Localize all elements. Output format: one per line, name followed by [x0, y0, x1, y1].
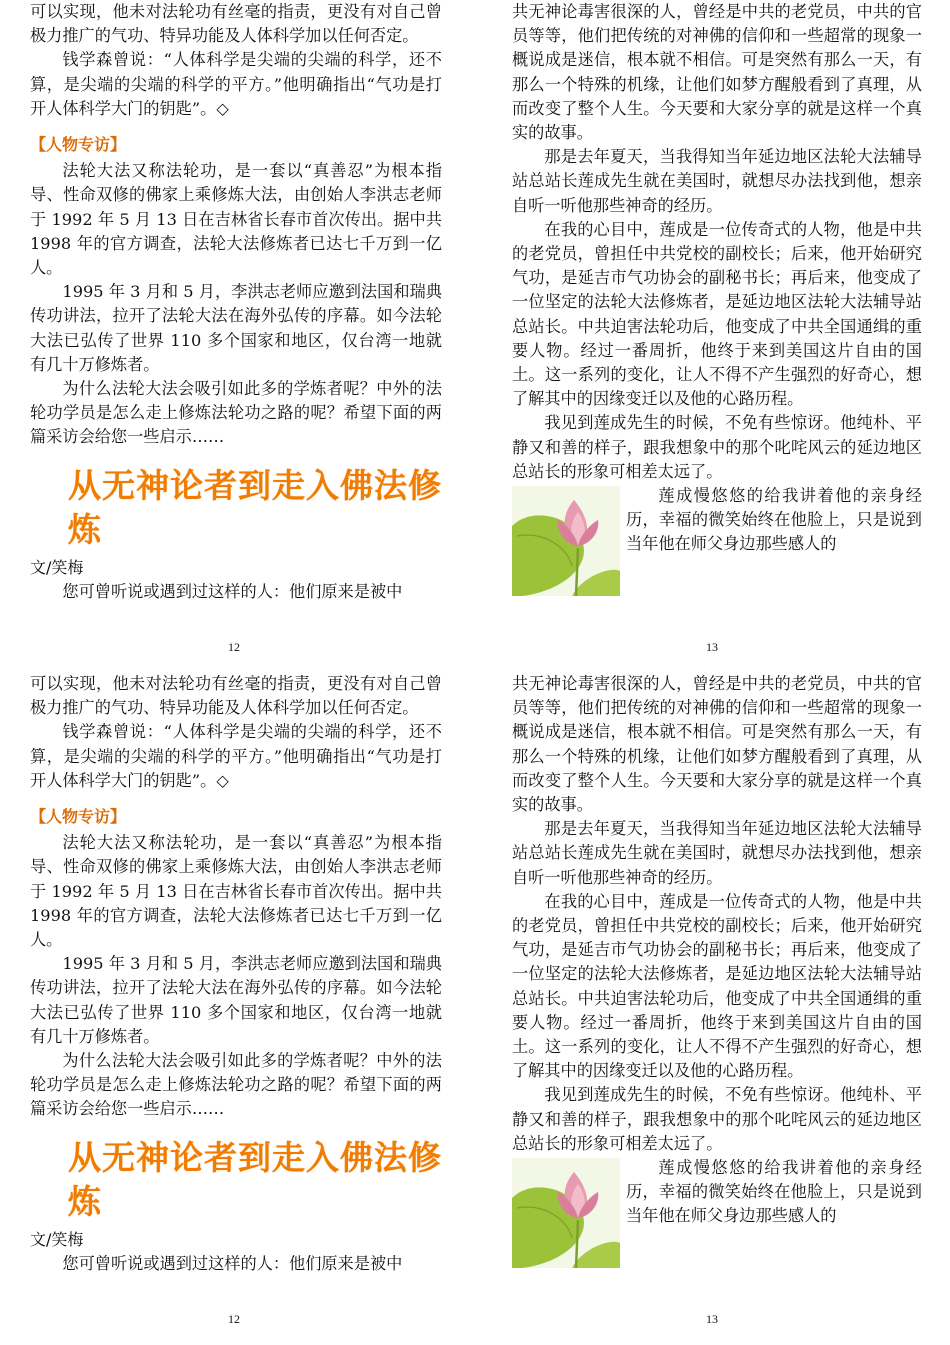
- lotus-flower-icon: [512, 1158, 620, 1268]
- page-12-column: [30, 0, 442, 604]
- page-number: 13: [706, 640, 718, 654]
- paragraph: 法轮大法又称法轮功，是一套以“真善忍”为根本指导、性命双修的佛家上乘修炼大法，由创始人李洪志老师于 1992 年 5 月 13 日在吉林省长春市首次传出。据中共 1998 年的官方调查，法轮大法修炼者已达七千万到一亿人。: [30, 833, 442, 950]
- paragraph: 莲成慢悠悠的给我讲着他的亲身经历，幸福的微笑始终在他脸上，只是说到当年他在师父身边那些感人的: [626, 486, 922, 554]
- paragraph: 钱学森曾说：“人体科学是尖端的尖端的科学，还不算，是尖端的尖端的科学的平方。”他明确指出“气功是打开人体科学大门的钥匙”。◇: [30, 722, 442, 790]
- section-label: 【人物专访】: [30, 135, 127, 155]
- paragraph: 我见到莲成先生的时候，不免有些惊讶。他纯朴、平静又和善的样子，跟我想象中的那个叱咤风云的延边地区总站长的形象可相差太远了。: [512, 413, 922, 481]
- paragraph: 我见到莲成先生的时候，不免有些惊讶。他纯朴、平静又和善的样子，跟我想象中的那个叱咤风云的延边地区总站长的形象可相差太远了。: [512, 1085, 922, 1153]
- paragraph: 可以实现，他未对法轮功有丝毫的指责，更没有对自己曾极力推广的气功、特异功能及人体科学加以任何否定。: [30, 674, 442, 718]
- spread-1: [0, 0, 950, 672]
- page-number: 12: [228, 1312, 240, 1326]
- paragraph: 为什么法轮大法会吸引如此多的学炼者呢？中外的法轮功学员是怎么走上修炼法轮功之路的呢？希望下面的两篇采访会给您一些启示……: [30, 379, 442, 447]
- section-label: 【人物专访】: [30, 807, 127, 827]
- page-12-column: [30, 672, 442, 1276]
- article-title: 从无神论者到走入佛法修炼: [68, 1137, 442, 1221]
- byline: 文/笑梅: [30, 557, 84, 577]
- paragraph: 可以实现，他未对法轮功有丝毫的指责，更没有对自己曾极力推广的气功、特异功能及人体科学加以任何否定。: [30, 2, 442, 46]
- paragraph: 您可曾听说或遇到过这样的人：他们原来是被中: [62, 1253, 403, 1273]
- byline: 文/笑梅: [30, 1229, 84, 1249]
- paragraph: 共无神论毒害很深的人，曾经是中共的老党员，中共的官员等等，他们把传统的对神佛的信仰和一些超常的现象一概说成是迷信，根本就不相信。可是突然有那么一天，有那么一个特殊的机缘，让他们如梦方醒般看到了真理，从而改变了整个人生。今天要和大家分享的就是这样一个真实的故事。: [512, 2, 922, 143]
- paragraph: 莲成慢悠悠的给我讲着他的亲身经历，幸福的微笑始终在他脸上，只是说到当年他在师父身边那些感人的: [626, 1158, 922, 1226]
- paragraph: 那是去年夏天，当我得知当年延边地区法轮大法辅导站总站长莲成先生就在美国时，就想尽办法找到他，想亲自听一听他那些神奇的经历。: [512, 147, 922, 215]
- page-number: 12: [228, 640, 240, 654]
- spread-2: [0, 672, 950, 1344]
- paragraph: 在我的心目中，莲成是一位传奇式的人物，他是中共的老党员，曾担任中共党校的副校长；后来，他开始研究气功，是延吉市气功协会的副秘书长；再后来，他变成了一位坚定的法轮大法修炼者，是延边地区法轮大法辅导站总站长。中共迫害法轮功后，他变成了中共全国通缉的重要人物。经过一番周折，他终于来到美国这片自由的国土。这一系列的变化，让人不得不产生强烈的好奇心，想了解其中的因缘变迁以及他的心路历程。: [512, 219, 922, 409]
- lotus-flower-icon: [512, 486, 620, 596]
- page-13-column: [512, 672, 922, 1268]
- paragraph: 法轮大法又称法轮功，是一套以“真善忍”为根本指导、性命双修的佛家上乘修炼大法，由创始人李洪志老师于 1992 年 5 月 13 日在吉林省长春市首次传出。据中共 1998 年的官方调查，法轮大法修炼者已达七千万到一亿人。: [30, 161, 442, 278]
- paragraph: 为什么法轮大法会吸引如此多的学炼者呢？中外的法轮功学员是怎么走上修炼法轮功之路的呢？希望下面的两篇采访会给您一些启示……: [30, 1051, 442, 1119]
- paragraph: 共无神论毒害很深的人，曾经是中共的老党员，中共的官员等等，他们把传统的对神佛的信仰和一些超常的现象一概说成是迷信，根本就不相信。可是突然有那么一天，有那么一个特殊的机缘，让他们如梦方醒般看到了真理，从而改变了整个人生。今天要和大家分享的就是这样一个真实的故事。: [512, 674, 922, 815]
- page-13-column: [512, 0, 922, 596]
- paragraph: 您可曾听说或遇到过这样的人：他们原来是被中: [62, 581, 403, 601]
- paragraph: 1995 年 3 月和 5 月，李洪志老师应邀到法国和瑞典传功讲法，拉开了法轮大法在海外弘传的序幕。如今法轮大法已弘传了世界 110 多个国家和地区，仅台湾一地就有几十万修炼者。: [30, 282, 442, 374]
- paragraph: 在我的心目中，莲成是一位传奇式的人物，他是中共的老党员，曾担任中共党校的副校长；后来，他开始研究气功，是延吉市气功协会的副秘书长；再后来，他变成了一位坚定的法轮大法修炼者，是延边地区法轮大法辅导站总站长。中共迫害法轮功后，他变成了中共全国通缉的重要人物。经过一番周折，他终于来到美国这片自由的国土。这一系列的变化，让人不得不产生强烈的好奇心，想了解其中的因缘变迁以及他的心路历程。: [512, 891, 922, 1081]
- page-number: 13: [706, 1312, 718, 1326]
- paragraph: 那是去年夏天，当我得知当年延边地区法轮大法辅导站总站长莲成先生就在美国时，就想尽办法找到他，想亲自听一听他那些神奇的经历。: [512, 819, 922, 887]
- paragraph: 钱学森曾说：“人体科学是尖端的尖端的科学，还不算，是尖端的尖端的科学的平方。”他明确指出“气功是打开人体科学大门的钥匙”。◇: [30, 50, 442, 118]
- article-title: 从无神论者到走入佛法修炼: [68, 465, 442, 549]
- paragraph: 1995 年 3 月和 5 月，李洪志老师应邀到法国和瑞典传功讲法，拉开了法轮大法在海外弘传的序幕。如今法轮大法已弘传了世界 110 多个国家和地区，仅台湾一地就有几十万修炼者。: [30, 954, 442, 1046]
